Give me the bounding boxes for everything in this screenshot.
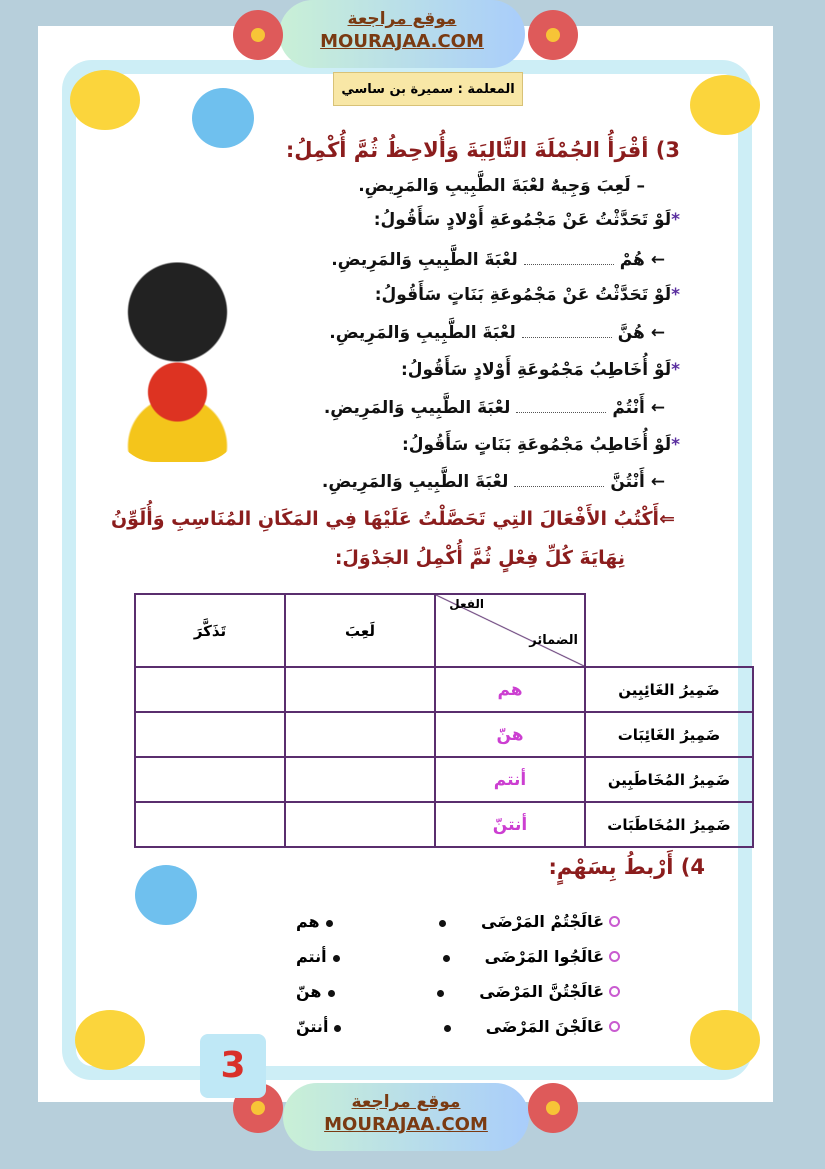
teacher-name: المعلمة : سميرة بن ساسي: [333, 72, 523, 106]
rest-text: لعْبَةَ الطَّبِيبِ وَالمَرِيضِ.: [321, 472, 509, 492]
butterfly-decoration: [135, 865, 197, 925]
match-text: عَالَجُوا المَرْضَى: [484, 947, 604, 966]
prompt-text: لَوْ أُخَاطِبُ مَجْمُوعَةِ أَوْلادٍ سَأَقُولُ:: [400, 360, 672, 380]
answer-cell[interactable]: [135, 712, 285, 757]
star-icon: *: [671, 360, 680, 380]
page-number: 3: [200, 1034, 266, 1098]
rest-text: لعْبَةَ الطَّبِيبِ وَالمَرِيضِ.: [329, 323, 516, 343]
match-text: أنتم: [296, 947, 327, 966]
circle-bullet-icon: [609, 1021, 620, 1032]
answer-line-4: [322, 472, 665, 492]
match-text: أنتنّ: [296, 1017, 329, 1036]
prompt-text: لَوْ تَحَدَّثْتُ عَنْ مَجْمُوعَةِ أَوْلادٍ سَأَقُولُ:: [373, 210, 672, 230]
site-logo-icon: [233, 10, 283, 60]
answer-line-2: [329, 323, 665, 343]
circle-bullet-icon: [609, 916, 620, 927]
answer-cell[interactable]: [285, 667, 435, 712]
header-verb-label: الفعل: [449, 597, 484, 611]
pronoun: أَنْتُمْ: [612, 398, 645, 418]
blank-field[interactable]: [524, 264, 614, 265]
match-right-item: [296, 982, 341, 1001]
row-pronoun: أنتم: [435, 757, 585, 802]
star-icon: *: [671, 285, 680, 305]
example-sentence: – لَعِبَ وَجِيهٌ لعْبَةَ الطَّبِيبِ وَالمَرِيضِ.: [358, 176, 645, 196]
blank-field[interactable]: [522, 337, 612, 338]
match-text: عَالَجْتُمْ المَرْضَى: [481, 912, 604, 931]
conjugation-table: [134, 593, 754, 848]
match-left-item: [438, 1017, 620, 1036]
prompt-4: [402, 435, 680, 455]
row-pronoun: هم: [435, 667, 585, 712]
table-row: [135, 802, 753, 847]
butterfly-decoration: [192, 88, 254, 148]
match-right-item: [296, 1017, 347, 1036]
exercise-3-title: 3) أقْرَأُ الجُمْلَةَ التَّالِيَةَ وَأُلاحِظُ ثُمَّ أُكْمِلُ:: [285, 138, 680, 162]
watermark-ar: موقع مراجعة: [347, 9, 457, 29]
arrow-icon: ←: [650, 472, 665, 492]
circle-bullet-icon: [609, 986, 620, 997]
prompt-3: [401, 360, 680, 380]
instruction-line-1: ⇐أَكْتُبُ الأَفْعَالَ التِي تَحَصَّلْتُ عَلَيْهَا فِي المَكَانِ المُنَاسِبِ وَأُلَوِّنُ: [110, 508, 675, 530]
watermark-ar: موقع مراجعة: [351, 1092, 461, 1112]
rest-text: لعْبَةَ الطَّبِيبِ وَالمَرِيضِ.: [323, 398, 511, 418]
prompt-1: [374, 210, 680, 230]
match-dot[interactable]: [328, 990, 335, 997]
answer-line-1: [331, 250, 665, 270]
pronoun: أَنْتُنَّ: [610, 472, 645, 492]
match-left-item: [437, 947, 620, 966]
match-dot[interactable]: [443, 955, 450, 962]
header-verb: تَذَكَّرَ: [135, 594, 285, 667]
match-text: عَالَجْنَ المَرْضَى: [485, 1017, 604, 1036]
blank-field[interactable]: [516, 412, 606, 413]
answer-cell[interactable]: [135, 667, 285, 712]
flower-decoration: [690, 75, 760, 135]
blank-field[interactable]: [514, 486, 604, 487]
match-right-item: [296, 947, 346, 966]
match-left-item: [431, 982, 620, 1001]
row-pronoun: هنّ: [435, 712, 585, 757]
instruction-line-2: نِهَايَةَ كُلِّ فِعْلٍ ثُمَّ أُكْمِلُ الجَدْوَلَ:: [334, 547, 625, 569]
pronoun: هُنَّ: [617, 323, 645, 343]
flower-decoration: [75, 1010, 145, 1070]
pronoun: هُمْ: [619, 250, 645, 270]
arrow-icon: ←: [650, 323, 665, 343]
arrow-icon: ←: [650, 250, 665, 270]
header-pronoun-label: الضمائر: [529, 633, 578, 648]
star-icon: *: [671, 435, 680, 455]
table-row: [135, 667, 753, 712]
row-label: ضَمِيرُ المُخَاطَبَات: [585, 802, 753, 847]
site-logo-icon: [528, 1083, 578, 1133]
watermark-en: MOURAJAA.COM: [320, 31, 484, 52]
answer-cell[interactable]: [135, 757, 285, 802]
circle-bullet-icon: [609, 951, 620, 962]
mickey-mouse-image: [115, 262, 240, 462]
flower-decoration: [690, 1010, 760, 1070]
table-row: [135, 757, 753, 802]
empty-corner: [585, 594, 753, 667]
answer-cell[interactable]: [135, 802, 285, 847]
match-text: هم: [296, 912, 320, 931]
match-dot[interactable]: [334, 1025, 341, 1032]
exercise-4-title: 4) أَرْبطُ بِسَهْمٍ:: [548, 855, 705, 879]
match-text: هنّ: [296, 982, 322, 1001]
match-dot[interactable]: [326, 920, 333, 927]
arrow-icon: ←: [650, 398, 665, 418]
row-label: ضَمِيرُ الغَائِبِين: [585, 667, 753, 712]
match-dot[interactable]: [439, 920, 446, 927]
watermark-en: MOURAJAA.COM: [324, 1114, 488, 1135]
row-pronoun: أنتنّ: [435, 802, 585, 847]
match-dot[interactable]: [333, 955, 340, 962]
table-row: [135, 712, 753, 757]
prompt-text: لَوْ تَحَدَّثْتُ عَنْ مَجْمُوعَةِ بَنَاتٍ سَأَقُولُ:: [374, 285, 672, 305]
header-corner-cell: [435, 594, 585, 667]
star-icon: *: [671, 210, 680, 230]
watermark-banner-bottom[interactable]: [283, 1083, 529, 1151]
header-verb: لَعِبَ: [285, 594, 435, 667]
rest-text: لعْبَةَ الطَّبِيبِ وَالمَرِيضِ.: [331, 250, 518, 270]
row-label: ضَمِيرُ المُخَاطَبِين: [585, 757, 753, 802]
match-text: عَالَجْتُنَّ المَرْضَى: [479, 982, 604, 1001]
prompt-2: [375, 285, 680, 305]
flower-decoration: [70, 70, 140, 130]
answer-cell[interactable]: [285, 712, 435, 757]
row-label: ضَمِيرُ الغَائِبَات: [585, 712, 753, 757]
answer-line-3: [324, 398, 665, 418]
answer-cell[interactable]: [285, 802, 435, 847]
watermark-banner-top[interactable]: [279, 0, 525, 68]
match-dot[interactable]: [444, 1025, 451, 1032]
match-left-item: [433, 912, 620, 931]
answer-cell[interactable]: [285, 757, 435, 802]
site-logo-icon: [528, 10, 578, 60]
prompt-text: لَوْ أُخَاطِبُ مَجْمُوعَةِ بَنَاتٍ سَأَقُولُ:: [401, 435, 672, 455]
match-dot[interactable]: [437, 990, 444, 997]
match-right-item: [296, 912, 339, 931]
